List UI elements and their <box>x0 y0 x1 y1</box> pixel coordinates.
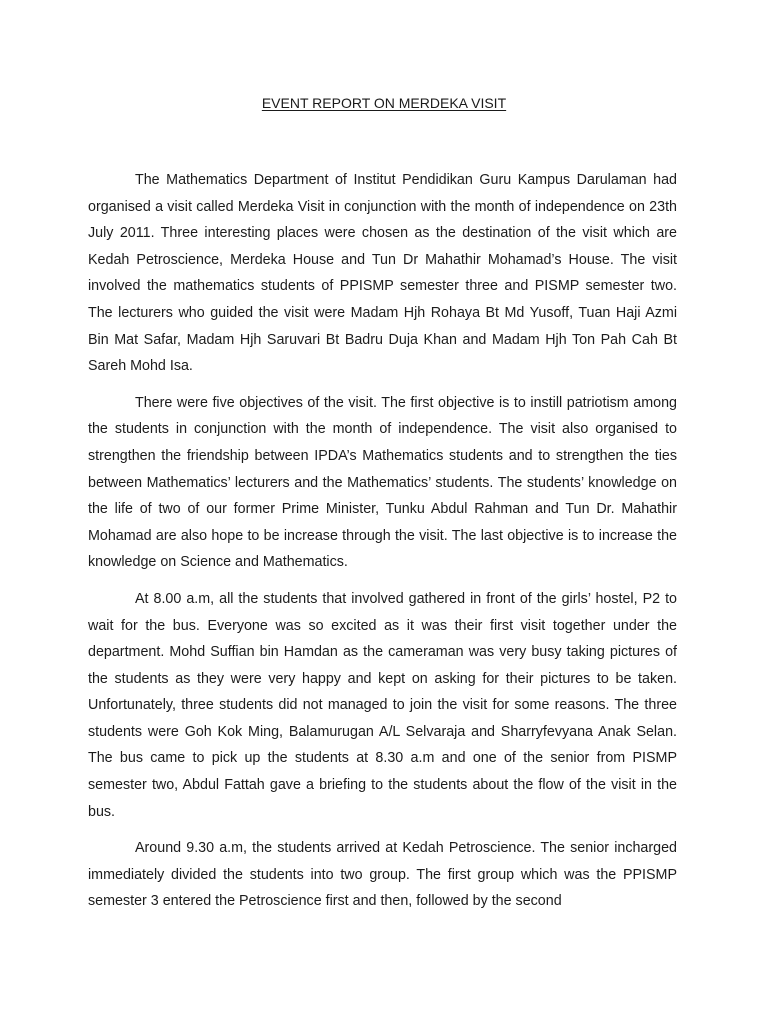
paragraph-petroscience: Around 9.30 a.m, the students arrived at Kedah Petroscience. The senior incharged immediately divided the students into two group. The first group which was the PPISMP semester 3 entered the Petroscience first and then, followed by the second <box>88 840 677 910</box>
document-body <box>88 167 677 925</box>
document-title: EVENT REPORT ON MERDEKA VISIT <box>261 95 507 111</box>
paragraph-departure: At 8.00 a.m, all the students that involved gathered in front of the girls’ hostel, P2 to wait for the bus. Everyone was so excited as it was their first visit together under the department. Mohd Suffian bin Hamdan as the cameraman was very busy taking pictures of the students as they were very happy and kept on asking for their pictures to be taken. Unfortunately, three students did not managed to join the visit for some reasons. The three students were Goh Kok Ming, Balamurugan A/L Selvaraja and Sharryfevyana Anak Selan. The bus came to pick up the students at 8.30 a.m and one of the senior from PISMP semester two, Abdul Fattah gave a briefing to the students about the flow of the visit in the bus. <box>88 590 677 820</box>
paragraph-introduction: The Mathematics Department of Institut Pendidikan Guru Kampus Darulaman had organised a visit called Merdeka Visit in conjunction with the month of independence on 23th July 2011. Three interesting places were chosen as the destination of the visit which are Kedah Petroscience, Merdeka House and Tun Dr Mahathir Mohamad’s House. The visit involved the mathematics students of PPISMP semester three and PISMP semester two. The lecturers who guided the visit were Madam Hjh Rohaya Bt Md Yusoff, Tuan Haji Azmi Bin Mat Safar, Madam Hjh Saruvari Bt Badru Duja Khan and Madam Hjh Ton Pah Cah Bt Sareh Mohd Isa. <box>88 172 677 375</box>
paragraph-objectives: There were five objectives of the visit. The first objective is to instill patriotism among the students in conjunction with the month of independence. The visit also organised to strengthen the friendship between IPDA’s Mathematics students and to strengthen the ties between Mathematics’ lecturers and the Mathematics’ students. The students’ knowledge on the life of two of our former Prime Minister, Tunku Abdul Rahman and Tun Dr. Mahathir Mohamad are also hope to be increase through the visit. The last objective is to increase the knowledge on Science and Mathematics. <box>88 394 677 571</box>
